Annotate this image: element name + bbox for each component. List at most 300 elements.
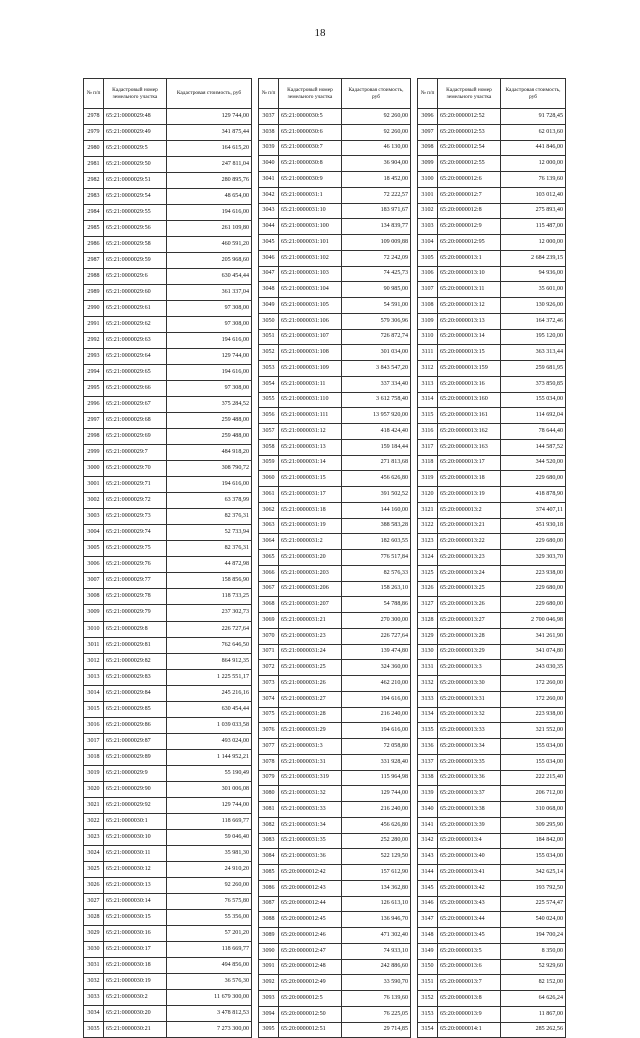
header-cadastral-number: Кадастровый номер земельного участка [104, 79, 167, 109]
table-row [418, 235, 566, 251]
table-row [84, 909, 252, 925]
cadastral-value: 229 680,00 [501, 597, 566, 613]
cadastral-number: 65:21:0000030:14 [104, 893, 167, 909]
cadastral-number: 65:21:0000029:90 [104, 781, 167, 797]
row-number: 3052 [259, 345, 279, 361]
table-row [84, 557, 252, 573]
table-row [84, 1005, 252, 1021]
cadastral-value: 193 792,50 [501, 880, 566, 896]
cadastral-number: 65:20:0000012:45 [279, 912, 342, 928]
table-row [259, 329, 411, 345]
cadastral-value: 579 306,96 [342, 313, 411, 329]
row-number: 3057 [259, 424, 279, 440]
table-row [259, 298, 411, 314]
table-row [84, 589, 252, 605]
row-number: 2990 [84, 301, 104, 317]
cadastral-value: 76 139,60 [501, 172, 566, 188]
cadastral-value: 271 813,68 [342, 455, 411, 471]
row-number: 3023 [84, 829, 104, 845]
cadastral-number: 65:21:0000031:21 [279, 613, 342, 629]
cadastral-number: 65:21:0000029:75 [104, 541, 167, 557]
cadastral-number: 65:21:0000030:21 [104, 1021, 167, 1037]
cadastral-number: 65:21:0000030:16 [104, 925, 167, 941]
row-number: 3009 [84, 605, 104, 621]
cadastral-value: 194 616,00 [342, 723, 411, 739]
cadastral-value: 259 681,95 [501, 361, 566, 377]
table-row [259, 1006, 411, 1022]
table-row [259, 723, 411, 739]
table-row [84, 765, 252, 781]
cadastral-value: 72 222,57 [342, 187, 411, 203]
table-row [418, 250, 566, 266]
cadastral-value: 155 034,00 [501, 392, 566, 408]
cadastral-value: 159 184,44 [342, 439, 411, 455]
cadastral-value: 194 616,00 [167, 365, 252, 381]
table-row [259, 896, 411, 912]
cadastral-number: 65:20:0000013:161 [438, 408, 501, 424]
cadastral-value: 35 981,30 [167, 845, 252, 861]
cadastral-value: 182 603,55 [342, 534, 411, 550]
cadastral-number: 65:21:0000029:58 [104, 237, 167, 253]
table-row [84, 541, 252, 557]
table-row [418, 203, 566, 219]
cadastral-value: 222 215,40 [501, 770, 566, 786]
table-row [259, 754, 411, 770]
header-cadastral-value: Кадастровая стоимость, руб [342, 79, 411, 109]
cadastral-value: 194 700,24 [501, 928, 566, 944]
cadastral-value: 456 626,80 [342, 471, 411, 487]
cadastral-number: 65:21:0000029:64 [104, 349, 167, 365]
row-number: 3108 [418, 298, 438, 314]
row-number: 3145 [418, 880, 438, 896]
cadastral-number: 65:21:0000031:1 [279, 187, 342, 203]
row-number: 3132 [418, 676, 438, 692]
cadastral-number: 65:21:0000030:7 [279, 140, 342, 156]
row-number: 3027 [84, 893, 104, 909]
cadastral-number: 65:21:0000031:106 [279, 313, 342, 329]
table-row [259, 833, 411, 849]
row-number: 3144 [418, 865, 438, 881]
cadastral-value: 8 350,00 [501, 943, 566, 959]
cadastral-value: 97 308,00 [167, 301, 252, 317]
row-number: 3042 [259, 187, 279, 203]
cadastral-number: 65:21:0000029:84 [104, 685, 167, 701]
cadastral-number: 65:21:0000031:29 [279, 723, 342, 739]
row-number: 3064 [259, 534, 279, 550]
table-row [418, 723, 566, 739]
table-row [259, 345, 411, 361]
table-row [259, 424, 411, 440]
cadastral-number: 65:20:0000013:162 [438, 424, 501, 440]
cadastral-table-3 [417, 78, 566, 1038]
cadastral-value: 157 612,90 [342, 865, 411, 881]
row-number: 3069 [259, 613, 279, 629]
row-number: 3135 [418, 723, 438, 739]
cadastral-value: 226 727,64 [342, 628, 411, 644]
cadastral-value: 484 918,20 [167, 445, 252, 461]
cadastral-value: 341 074,80 [501, 644, 566, 660]
cadastral-value: 726 872,74 [342, 329, 411, 345]
table-row [259, 849, 411, 865]
row-number: 3101 [418, 187, 438, 203]
row-number: 3151 [418, 975, 438, 991]
cadastral-value: 109 009,88 [342, 235, 411, 251]
cadastral-value: 205 968,60 [167, 253, 252, 269]
table-row [84, 477, 252, 493]
table-row [259, 376, 411, 392]
table-row [84, 493, 252, 509]
table-row [84, 845, 252, 861]
cadastral-value: 2 700 046,98 [501, 613, 566, 629]
row-number: 3001 [84, 477, 104, 493]
table-row [259, 187, 411, 203]
row-number: 3086 [259, 880, 279, 896]
cadastral-value: 194 616,00 [342, 691, 411, 707]
cadastral-value: 195 120,00 [501, 329, 566, 345]
row-number: 3121 [418, 502, 438, 518]
row-number: 3140 [418, 802, 438, 818]
table-row [418, 392, 566, 408]
header-cadastral-value: Кадастровая стоимость, руб [501, 79, 566, 109]
table-row [418, 376, 566, 392]
row-number: 3094 [259, 1006, 279, 1022]
cadastral-number: 65:20:0000013:37 [438, 786, 501, 802]
cadastral-number: 65:20:0000013:30 [438, 676, 501, 692]
cadastral-value: 321 552,00 [501, 723, 566, 739]
row-number: 3139 [418, 786, 438, 802]
cadastral-value: 184 842,00 [501, 833, 566, 849]
cadastral-value: 223 938,00 [501, 707, 566, 723]
cadastral-number: 65:21:0000031:104 [279, 282, 342, 298]
row-number: 2989 [84, 285, 104, 301]
table-row [259, 786, 411, 802]
table-row [418, 880, 566, 896]
cadastral-number: 65:21:0000029:9 [104, 765, 167, 781]
cadastral-value: 337 334,40 [342, 376, 411, 392]
row-number: 3125 [418, 565, 438, 581]
cadastral-value: 309 295,90 [501, 817, 566, 833]
cadastral-number: 65:20:0000012:48 [279, 959, 342, 975]
row-number: 3017 [84, 733, 104, 749]
table-row [84, 333, 252, 349]
cadastral-number: 65:20:0000013:27 [438, 613, 501, 629]
row-number: 3035 [84, 1021, 104, 1037]
cadastral-number: 65:20:0000013:4 [438, 833, 501, 849]
cadastral-value: 63 378,99 [167, 493, 252, 509]
table-row [259, 975, 411, 991]
cadastral-value: 76 575,80 [167, 893, 252, 909]
row-number: 3090 [259, 943, 279, 959]
cadastral-number: 65:21:0000031:20 [279, 550, 342, 566]
cadastral-number: 65:20:0000013:8 [438, 991, 501, 1007]
cadastral-value: 54 591,00 [342, 298, 411, 314]
table-row [84, 621, 252, 637]
cadastral-number: 65:21:0000029:71 [104, 477, 167, 493]
cadastral-value: 90 985,00 [342, 282, 411, 298]
cadastral-number: 65:20:0000013:44 [438, 912, 501, 928]
cadastral-value: 115 964,98 [342, 770, 411, 786]
cadastral-value: 44 872,98 [167, 557, 252, 573]
row-number: 3076 [259, 723, 279, 739]
row-number: 2998 [84, 429, 104, 445]
table-row [259, 313, 411, 329]
cadastral-value: 375 284,52 [167, 397, 252, 413]
row-number: 3130 [418, 644, 438, 660]
row-number: 3134 [418, 707, 438, 723]
row-number: 3014 [84, 685, 104, 701]
cadastral-number: 65:21:0000029:74 [104, 525, 167, 541]
cadastral-number: 65:20:0000013:39 [438, 817, 501, 833]
row-number: 2983 [84, 189, 104, 205]
table-row [418, 518, 566, 534]
cadastral-number: 65:21:0000031:2 [279, 534, 342, 550]
row-number: 3099 [418, 156, 438, 172]
cadastral-value: 225 574,47 [501, 896, 566, 912]
row-number: 3005 [84, 541, 104, 557]
table-row [418, 1022, 566, 1038]
cadastral-value: 155 034,00 [501, 849, 566, 865]
cadastral-value: 72 058,80 [342, 739, 411, 755]
table-row [259, 1022, 411, 1038]
table-row [418, 550, 566, 566]
row-number: 3015 [84, 701, 104, 717]
row-number: 3124 [418, 550, 438, 566]
cadastral-number: 65:21:0000030:6 [279, 124, 342, 140]
table-row [418, 817, 566, 833]
cadastral-number: 65:20:0000013:19 [438, 487, 501, 503]
cadastral-number: 65:20:0000013:160 [438, 392, 501, 408]
cadastral-number: 65:20:0000013:28 [438, 628, 501, 644]
table-row [418, 109, 566, 125]
cadastral-value: 94 936,00 [501, 266, 566, 282]
cadastral-value: 1 225 551,17 [167, 669, 252, 685]
row-number: 3103 [418, 219, 438, 235]
row-number: 2999 [84, 445, 104, 461]
row-number: 3113 [418, 376, 438, 392]
cadastral-number: 65:21:0000030:20 [104, 1005, 167, 1021]
row-number: 2980 [84, 141, 104, 157]
table-row [84, 509, 252, 525]
table-row [84, 973, 252, 989]
table-row [84, 749, 252, 765]
cadastral-value: 24 910,20 [167, 861, 252, 877]
cadastral-value: 226 727,64 [167, 621, 252, 637]
cadastral-number: 65:21:0000031:19 [279, 518, 342, 534]
cadastral-value: 97 308,00 [167, 317, 252, 333]
cadastral-value: 344 520,00 [501, 455, 566, 471]
table-row [84, 109, 252, 125]
table-row [84, 925, 252, 941]
row-number: 3106 [418, 266, 438, 282]
row-number: 3024 [84, 845, 104, 861]
row-number: 3034 [84, 1005, 104, 1021]
table-row [84, 413, 252, 429]
table-row [259, 219, 411, 235]
cadastral-value: 3 843 547,20 [342, 361, 411, 377]
row-number: 3011 [84, 637, 104, 653]
row-number: 3063 [259, 518, 279, 534]
cadastral-number: 65:21:0000029:73 [104, 509, 167, 525]
cadastral-number: 65:20:0000012:44 [279, 896, 342, 912]
table-row [259, 802, 411, 818]
table-row [259, 487, 411, 503]
row-number: 3133 [418, 691, 438, 707]
row-number: 3037 [259, 109, 279, 125]
row-number: 3123 [418, 534, 438, 550]
table-row [84, 381, 252, 397]
cadastral-number: 65:20:0000012:49 [279, 975, 342, 991]
cadastral-value: 194 616,00 [167, 333, 252, 349]
table-row [84, 141, 252, 157]
row-number: 3031 [84, 957, 104, 973]
cadastral-value: 164 372,46 [501, 313, 566, 329]
table-row [259, 770, 411, 786]
cadastral-number: 65:20:0000014:1 [438, 1022, 501, 1038]
cadastral-value: 216 240,00 [342, 707, 411, 723]
cadastral-number: 65:21:0000029:69 [104, 429, 167, 445]
row-number: 3018 [84, 749, 104, 765]
cadastral-value: 229 680,00 [501, 581, 566, 597]
row-number: 3115 [418, 408, 438, 424]
table-row [418, 833, 566, 849]
cadastral-value: 762 646,50 [167, 637, 252, 653]
cadastral-number: 65:21:0000031:111 [279, 408, 342, 424]
row-number: 3082 [259, 817, 279, 833]
table-row [259, 991, 411, 1007]
cadastral-number: 65:21:0000031:319 [279, 770, 342, 786]
table-row [418, 581, 566, 597]
cadastral-number: 65:20:0000013:6 [438, 959, 501, 975]
cadastral-value: 3 478 812,53 [167, 1005, 252, 1021]
cadastral-value: 247 811,04 [167, 157, 252, 173]
table-row [84, 301, 252, 317]
cadastral-value: 630 454,44 [167, 701, 252, 717]
cadastral-number: 65:21:0000031:206 [279, 581, 342, 597]
row-number: 2987 [84, 253, 104, 269]
table-row [84, 365, 252, 381]
cadastral-number: 65:21:0000030:15 [104, 909, 167, 925]
cadastral-number: 65:21:0000030:17 [104, 941, 167, 957]
cadastral-value: 97 308,00 [167, 381, 252, 397]
table-row [259, 676, 411, 692]
cadastral-number: 65:21:0000029:60 [104, 285, 167, 301]
cadastral-value: 261 109,80 [167, 221, 252, 237]
cadastral-value: 118 669,77 [167, 941, 252, 957]
row-number: 3081 [259, 802, 279, 818]
cadastral-value: 259 488,00 [167, 429, 252, 445]
cadastral-number: 65:20:0000012:5 [279, 991, 342, 1007]
table-row [84, 861, 252, 877]
cadastral-value: 329 303,70 [501, 550, 566, 566]
row-number: 3149 [418, 943, 438, 959]
cadastral-value: 134 839,77 [342, 219, 411, 235]
row-number: 3092 [259, 975, 279, 991]
row-number: 2993 [84, 349, 104, 365]
row-number: 3050 [259, 313, 279, 329]
cadastral-number: 65:21:0000030:5 [279, 109, 342, 125]
table-row [259, 660, 411, 676]
cadastral-value: 206 712,00 [501, 786, 566, 802]
cadastral-number: 65:20:0000013:45 [438, 928, 501, 944]
table-row [418, 329, 566, 345]
row-number: 3109 [418, 313, 438, 329]
table-row [84, 573, 252, 589]
row-number: 3074 [259, 691, 279, 707]
cadastral-value: 48 654,00 [167, 189, 252, 205]
row-number: 3002 [84, 493, 104, 509]
table-row [84, 893, 252, 909]
cadastral-number: 65:21:0000029:59 [104, 253, 167, 269]
cadastral-value: 136 946,70 [342, 912, 411, 928]
cadastral-number: 65:21:0000031:36 [279, 849, 342, 865]
cadastral-number: 65:21:0000031:109 [279, 361, 342, 377]
row-number: 3003 [84, 509, 104, 525]
table-row [259, 707, 411, 723]
cadastral-number: 65:21:0000031:35 [279, 833, 342, 849]
cadastral-value: 118 733,25 [167, 589, 252, 605]
table-row [418, 912, 566, 928]
row-number: 3138 [418, 770, 438, 786]
table-row [84, 429, 252, 445]
cadastral-number: 65:20:0000013:5 [438, 943, 501, 959]
table-row [259, 912, 411, 928]
row-number: 3007 [84, 573, 104, 589]
cadastral-value: 11 867,00 [501, 1006, 566, 1022]
cadastral-number: 65:21:0000029:5 [104, 141, 167, 157]
cadastral-number: 65:21:0000029:49 [104, 125, 167, 141]
cadastral-value: 158 263,10 [342, 581, 411, 597]
row-number: 2985 [84, 221, 104, 237]
table-row [418, 140, 566, 156]
cadastral-value: 252 280,00 [342, 833, 411, 849]
cadastral-number: 65:21:0000029:7 [104, 445, 167, 461]
cadastral-value: 129 744,00 [167, 349, 252, 365]
row-number: 3122 [418, 518, 438, 534]
row-number: 3065 [259, 550, 279, 566]
table-row [418, 754, 566, 770]
row-number: 3131 [418, 660, 438, 676]
table-row [418, 471, 566, 487]
cadastral-number: 65:20:0000013:24 [438, 565, 501, 581]
table-row [418, 597, 566, 613]
table-row [259, 471, 411, 487]
cadastral-number: 65:21:0000029:65 [104, 365, 167, 381]
cadastral-value: 129 744,00 [167, 797, 252, 813]
table-row [84, 125, 252, 141]
cadastral-number: 65:21:0000029:87 [104, 733, 167, 749]
row-number: 3095 [259, 1022, 279, 1038]
cadastral-value: 373 850,85 [501, 376, 566, 392]
cadastral-number: 65:21:0000031:100 [279, 219, 342, 235]
row-number: 3054 [259, 376, 279, 392]
row-number: 2995 [84, 381, 104, 397]
cadastral-value: 11 679 300,00 [167, 989, 252, 1005]
cadastral-number: 65:20:0000013:2 [438, 502, 501, 518]
cadastral-number: 65:20:0000012:55 [438, 156, 501, 172]
cadastral-number: 65:20:0000013:34 [438, 739, 501, 755]
cadastral-number: 65:21:0000029:76 [104, 557, 167, 573]
cadastral-number: 65:21:0000029:62 [104, 317, 167, 333]
cadastral-number: 65:20:0000013:32 [438, 707, 501, 723]
row-number: 3084 [259, 849, 279, 865]
row-number: 3026 [84, 877, 104, 893]
cadastral-number: 65:21:0000030:8 [279, 156, 342, 172]
row-number: 3000 [84, 461, 104, 477]
cadastral-value: 74 933,10 [342, 943, 411, 959]
table-row [84, 397, 252, 413]
cadastral-value: 82 576,33 [342, 565, 411, 581]
cadastral-number: 65:21:0000029:89 [104, 749, 167, 765]
